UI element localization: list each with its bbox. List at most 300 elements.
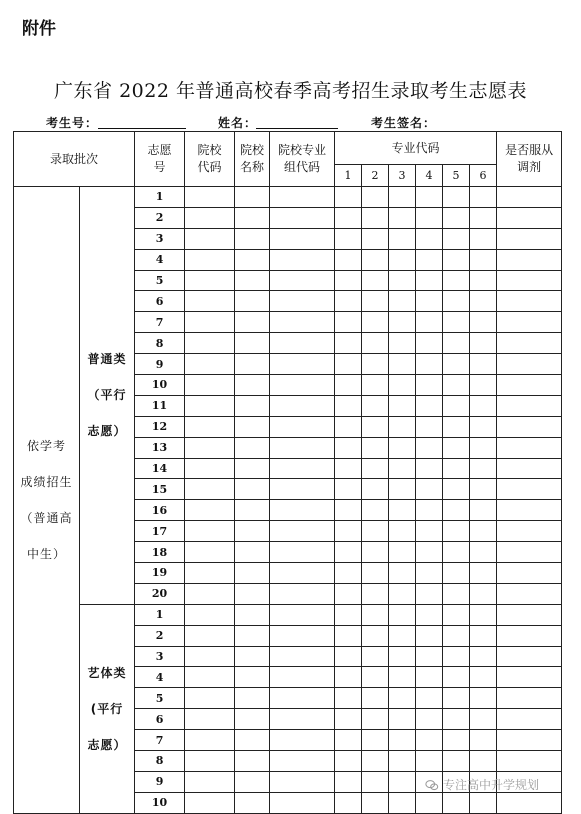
- entry-cell[interactable]: [416, 730, 443, 751]
- entry-cell[interactable]: [235, 563, 270, 584]
- entry-cell[interactable]: [416, 667, 443, 688]
- entry-cell[interactable]: [185, 730, 235, 751]
- entry-cell[interactable]: [335, 270, 362, 291]
- entry-cell[interactable]: [235, 416, 270, 437]
- entry-cell[interactable]: [270, 563, 335, 584]
- entry-cell[interactable]: [497, 709, 562, 730]
- entry-cell[interactable]: [416, 458, 443, 479]
- entry-cell[interactable]: [497, 291, 562, 312]
- entry-cell[interactable]: [335, 207, 362, 228]
- entry-cell[interactable]: [185, 771, 235, 792]
- entry-cell[interactable]: [235, 583, 270, 604]
- entry-cell[interactable]: [416, 688, 443, 709]
- entry-cell[interactable]: [235, 207, 270, 228]
- entry-cell[interactable]: [362, 563, 389, 584]
- entry-cell[interactable]: [270, 771, 335, 792]
- entry-cell[interactable]: [235, 500, 270, 521]
- entry-cell[interactable]: [497, 521, 562, 542]
- entry-cell[interactable]: [185, 792, 235, 813]
- entry-cell[interactable]: [443, 249, 470, 270]
- entry-cell[interactable]: [416, 751, 443, 772]
- entry-cell[interactable]: [497, 249, 562, 270]
- entry-cell[interactable]: [362, 354, 389, 375]
- entry-cell[interactable]: [389, 479, 416, 500]
- entry-cell[interactable]: [270, 500, 335, 521]
- entry-cell[interactable]: [362, 542, 389, 563]
- entry-cell[interactable]: [270, 709, 335, 730]
- entry-cell[interactable]: [185, 667, 235, 688]
- entry-cell[interactable]: [335, 604, 362, 625]
- entry-cell[interactable]: [389, 207, 416, 228]
- entry-cell[interactable]: [235, 228, 270, 249]
- entry-cell[interactable]: [362, 667, 389, 688]
- entry-cell[interactable]: [235, 375, 270, 396]
- entry-cell[interactable]: [497, 207, 562, 228]
- entry-cell[interactable]: [235, 479, 270, 500]
- entry-cell[interactable]: [270, 751, 335, 772]
- entry-cell[interactable]: [443, 354, 470, 375]
- entry-cell[interactable]: [443, 709, 470, 730]
- entry-cell[interactable]: [335, 563, 362, 584]
- entry-cell[interactable]: [235, 458, 270, 479]
- entry-cell[interactable]: [335, 751, 362, 772]
- entry-cell[interactable]: [443, 563, 470, 584]
- entry-cell[interactable]: [335, 333, 362, 354]
- entry-cell[interactable]: [185, 625, 235, 646]
- entry-cell[interactable]: [362, 604, 389, 625]
- entry-cell[interactable]: [416, 228, 443, 249]
- entry-cell[interactable]: [416, 709, 443, 730]
- entry-cell[interactable]: [235, 604, 270, 625]
- entry-cell[interactable]: [497, 583, 562, 604]
- entry-cell[interactable]: [185, 542, 235, 563]
- entry-cell[interactable]: [416, 312, 443, 333]
- entry-cell[interactable]: [185, 479, 235, 500]
- entry-cell[interactable]: [270, 312, 335, 333]
- batch-label-line: 依学考: [26, 438, 66, 453]
- entry-cell[interactable]: [270, 375, 335, 396]
- entry-cell[interactable]: [389, 667, 416, 688]
- entry-cell[interactable]: [470, 709, 497, 730]
- entry-cell[interactable]: [362, 458, 389, 479]
- entry-cell[interactable]: [470, 479, 497, 500]
- entry-cell[interactable]: [389, 333, 416, 354]
- entry-cell[interactable]: [362, 249, 389, 270]
- entry-cell[interactable]: [185, 187, 235, 208]
- entry-cell[interactable]: [416, 291, 443, 312]
- entry-cell[interactable]: [389, 521, 416, 542]
- entry-cell[interactable]: [416, 416, 443, 437]
- entry-cell[interactable]: [416, 583, 443, 604]
- entry-cell[interactable]: [270, 479, 335, 500]
- entry-cell[interactable]: [443, 751, 470, 772]
- entry-cell[interactable]: [497, 395, 562, 416]
- entry-cell[interactable]: [416, 395, 443, 416]
- entry-cell[interactable]: [443, 207, 470, 228]
- entry-cell[interactable]: [416, 437, 443, 458]
- entry-cell[interactable]: [362, 625, 389, 646]
- entry-cell[interactable]: [497, 792, 562, 813]
- entry-cell[interactable]: [270, 521, 335, 542]
- entry-cell[interactable]: [335, 312, 362, 333]
- entry-cell[interactable]: [235, 249, 270, 270]
- entry-cell[interactable]: [362, 771, 389, 792]
- entry-cell[interactable]: [389, 312, 416, 333]
- entry-cell[interactable]: [416, 354, 443, 375]
- entry-cell[interactable]: [443, 688, 470, 709]
- entry-cell[interactable]: [470, 688, 497, 709]
- entry-cell[interactable]: [362, 709, 389, 730]
- entry-cell[interactable]: [416, 625, 443, 646]
- entry-cell[interactable]: [443, 312, 470, 333]
- entry-cell[interactable]: [389, 604, 416, 625]
- entry-cell[interactable]: [185, 500, 235, 521]
- entry-cell[interactable]: [362, 187, 389, 208]
- entry-cell[interactable]: [270, 249, 335, 270]
- entry-cell[interactable]: [185, 437, 235, 458]
- entry-cell[interactable]: [235, 187, 270, 208]
- entry-cell[interactable]: [389, 563, 416, 584]
- entry-cell[interactable]: [362, 270, 389, 291]
- entry-cell[interactable]: [362, 291, 389, 312]
- entry-cell[interactable]: [497, 646, 562, 667]
- entry-cell[interactable]: [389, 375, 416, 396]
- entry-cell[interactable]: [185, 291, 235, 312]
- entry-cell[interactable]: [443, 542, 470, 563]
- entry-cell[interactable]: [470, 187, 497, 208]
- entry-cell[interactable]: [389, 291, 416, 312]
- entry-cell[interactable]: [362, 207, 389, 228]
- entry-cell[interactable]: [270, 792, 335, 813]
- entry-cell[interactable]: [470, 228, 497, 249]
- entry-cell[interactable]: [497, 458, 562, 479]
- entry-cell[interactable]: [470, 207, 497, 228]
- entry-cell[interactable]: [270, 395, 335, 416]
- entry-cell[interactable]: [416, 375, 443, 396]
- entry-cell[interactable]: [270, 646, 335, 667]
- entry-cell[interactable]: [443, 375, 470, 396]
- entry-cell[interactable]: [389, 354, 416, 375]
- entry-cell[interactable]: [335, 437, 362, 458]
- entry-cell[interactable]: [470, 625, 497, 646]
- entry-cell[interactable]: [443, 667, 470, 688]
- exam-no-field[interactable]: [98, 128, 186, 129]
- entry-cell[interactable]: [443, 333, 470, 354]
- entry-cell[interactable]: [185, 583, 235, 604]
- entry-cell[interactable]: [270, 583, 335, 604]
- entry-cell[interactable]: [335, 646, 362, 667]
- entry-cell[interactable]: [185, 646, 235, 667]
- entry-cell[interactable]: [235, 751, 270, 772]
- entry-cell[interactable]: [389, 646, 416, 667]
- entry-cell[interactable]: [185, 395, 235, 416]
- entry-cell[interactable]: [235, 688, 270, 709]
- entry-cell[interactable]: [443, 521, 470, 542]
- entry-cell[interactable]: [335, 583, 362, 604]
- entry-cell[interactable]: [235, 646, 270, 667]
- entry-cell[interactable]: [270, 270, 335, 291]
- entry-cell[interactable]: [416, 187, 443, 208]
- entry-cell[interactable]: [362, 312, 389, 333]
- entry-cell[interactable]: [389, 187, 416, 208]
- entry-cell[interactable]: [335, 458, 362, 479]
- entry-cell[interactable]: [443, 416, 470, 437]
- entry-cell[interactable]: [443, 291, 470, 312]
- entry-cell[interactable]: [443, 458, 470, 479]
- entry-cell[interactable]: [362, 375, 389, 396]
- entry-cell[interactable]: [362, 333, 389, 354]
- entry-cell[interactable]: [470, 333, 497, 354]
- entry-cell[interactable]: [497, 312, 562, 333]
- entry-cell[interactable]: [470, 563, 497, 584]
- entry-cell[interactable]: [497, 667, 562, 688]
- entry-cell[interactable]: [389, 270, 416, 291]
- entry-cell[interactable]: [443, 437, 470, 458]
- entry-cell[interactable]: [185, 688, 235, 709]
- entry-cell[interactable]: [389, 416, 416, 437]
- entry-cell[interactable]: [389, 792, 416, 813]
- entry-cell[interactable]: [362, 688, 389, 709]
- entry-cell[interactable]: [470, 458, 497, 479]
- entry-cell[interactable]: [185, 249, 235, 270]
- entry-cell[interactable]: [497, 730, 562, 751]
- entry-cell[interactable]: [416, 521, 443, 542]
- entry-cell[interactable]: [416, 542, 443, 563]
- entry-cell[interactable]: [389, 458, 416, 479]
- entry-cell[interactable]: [443, 500, 470, 521]
- entry-cell[interactable]: [270, 437, 335, 458]
- entry-cell[interactable]: [497, 604, 562, 625]
- entry-cell[interactable]: [362, 479, 389, 500]
- entry-cell[interactable]: [235, 667, 270, 688]
- entry-cell[interactable]: [470, 730, 497, 751]
- entry-cell[interactable]: [443, 604, 470, 625]
- entry-cell[interactable]: [185, 312, 235, 333]
- entry-cell[interactable]: [235, 437, 270, 458]
- entry-cell[interactable]: [443, 792, 470, 813]
- entry-cell[interactable]: [470, 751, 497, 772]
- entry-cell[interactable]: [443, 395, 470, 416]
- entry-cell[interactable]: [270, 291, 335, 312]
- entry-cell[interactable]: [470, 542, 497, 563]
- entry-cell[interactable]: [335, 688, 362, 709]
- entry-cell[interactable]: [235, 270, 270, 291]
- entry-cell[interactable]: [443, 625, 470, 646]
- entry-cell[interactable]: [185, 354, 235, 375]
- entry-cell[interactable]: [270, 730, 335, 751]
- entry-cell[interactable]: [270, 604, 335, 625]
- entry-cell[interactable]: [335, 291, 362, 312]
- entry-cell[interactable]: [416, 333, 443, 354]
- entry-cell[interactable]: [235, 291, 270, 312]
- entry-cell[interactable]: [270, 625, 335, 646]
- entry-cell[interactable]: [443, 270, 470, 291]
- entry-cell[interactable]: [389, 500, 416, 521]
- entry-cell[interactable]: [389, 437, 416, 458]
- entry-cell[interactable]: [335, 709, 362, 730]
- entry-cell[interactable]: [235, 625, 270, 646]
- entry-cell[interactable]: [497, 270, 562, 291]
- entry-cell[interactable]: [362, 792, 389, 813]
- entry-cell[interactable]: [470, 270, 497, 291]
- entry-cell[interactable]: [235, 730, 270, 751]
- entry-cell[interactable]: [335, 625, 362, 646]
- entry-cell[interactable]: [416, 249, 443, 270]
- entry-cell[interactable]: [389, 228, 416, 249]
- entry-cell[interactable]: [362, 730, 389, 751]
- entry-cell[interactable]: [389, 625, 416, 646]
- entry-cell[interactable]: [270, 354, 335, 375]
- entry-cell[interactable]: [335, 375, 362, 396]
- entry-cell[interactable]: [335, 187, 362, 208]
- entry-cell[interactable]: [185, 709, 235, 730]
- entry-cell[interactable]: [470, 500, 497, 521]
- entry-cell[interactable]: [335, 228, 362, 249]
- entry-cell[interactable]: [335, 667, 362, 688]
- entry-cell[interactable]: [185, 270, 235, 291]
- entry-cell[interactable]: [270, 207, 335, 228]
- entry-cell[interactable]: [235, 354, 270, 375]
- entry-cell[interactable]: [497, 500, 562, 521]
- entry-cell[interactable]: [497, 375, 562, 396]
- entry-cell[interactable]: [335, 249, 362, 270]
- entry-cell[interactable]: [389, 730, 416, 751]
- entry-cell[interactable]: [389, 709, 416, 730]
- entry-cell[interactable]: [416, 563, 443, 584]
- entry-cell[interactable]: [335, 542, 362, 563]
- entry-cell[interactable]: [235, 709, 270, 730]
- entry-cell[interactable]: [185, 458, 235, 479]
- entry-cell[interactable]: [416, 207, 443, 228]
- entry-cell[interactable]: [185, 333, 235, 354]
- entry-cell[interactable]: [389, 583, 416, 604]
- entry-cell[interactable]: [185, 521, 235, 542]
- entry-cell[interactable]: [416, 792, 443, 813]
- entry-cell[interactable]: [270, 688, 335, 709]
- entry-cell[interactable]: [362, 521, 389, 542]
- entry-cell[interactable]: [497, 437, 562, 458]
- entry-cell[interactable]: [497, 354, 562, 375]
- entry-cell[interactable]: [270, 458, 335, 479]
- entry-cell[interactable]: [335, 771, 362, 792]
- entry-cell[interactable]: [270, 333, 335, 354]
- entry-cell[interactable]: [497, 479, 562, 500]
- entry-cell[interactable]: [185, 207, 235, 228]
- entry-cell[interactable]: [443, 187, 470, 208]
- entry-cell[interactable]: [389, 771, 416, 792]
- entry-cell[interactable]: [470, 312, 497, 333]
- entry-cell[interactable]: [470, 375, 497, 396]
- entry-cell[interactable]: [497, 751, 562, 772]
- entry-cell[interactable]: [335, 730, 362, 751]
- entry-cell[interactable]: [235, 312, 270, 333]
- entry-cell[interactable]: [470, 667, 497, 688]
- entry-cell[interactable]: [416, 604, 443, 625]
- entry-cell[interactable]: [497, 228, 562, 249]
- entry-cell[interactable]: [497, 688, 562, 709]
- entry-cell[interactable]: [416, 270, 443, 291]
- entry-cell[interactable]: [470, 604, 497, 625]
- entry-cell[interactable]: [185, 604, 235, 625]
- entry-cell[interactable]: [470, 416, 497, 437]
- entry-cell[interactable]: [389, 542, 416, 563]
- entry-cell[interactable]: [185, 563, 235, 584]
- entry-cell[interactable]: [362, 416, 389, 437]
- entry-cell[interactable]: [443, 583, 470, 604]
- entry-cell[interactable]: [497, 333, 562, 354]
- entry-cell[interactable]: [497, 625, 562, 646]
- entry-cell[interactable]: [470, 249, 497, 270]
- entry-cell[interactable]: [389, 395, 416, 416]
- entry-cell[interactable]: [235, 521, 270, 542]
- entry-cell[interactable]: [335, 792, 362, 813]
- entry-cell[interactable]: [443, 730, 470, 751]
- entry-cell[interactable]: [497, 542, 562, 563]
- entry-cell[interactable]: [335, 500, 362, 521]
- name-field[interactable]: [256, 128, 338, 129]
- entry-cell[interactable]: [470, 291, 497, 312]
- entry-cell[interactable]: [362, 646, 389, 667]
- entry-cell[interactable]: [470, 521, 497, 542]
- entry-cell[interactable]: [470, 583, 497, 604]
- entry-cell[interactable]: [416, 500, 443, 521]
- entry-cell[interactable]: [335, 521, 362, 542]
- entry-cell[interactable]: [470, 354, 497, 375]
- entry-cell[interactable]: [270, 542, 335, 563]
- entry-cell[interactable]: [497, 187, 562, 208]
- entry-cell[interactable]: [470, 395, 497, 416]
- entry-cell[interactable]: [335, 395, 362, 416]
- entry-cell[interactable]: [185, 751, 235, 772]
- entry-cell[interactable]: [443, 646, 470, 667]
- entry-cell[interactable]: [270, 667, 335, 688]
- entry-cell[interactable]: [470, 437, 497, 458]
- entry-cell[interactable]: [335, 479, 362, 500]
- entry-cell[interactable]: [470, 646, 497, 667]
- entry-cell[interactable]: [185, 416, 235, 437]
- entry-cell[interactable]: [235, 395, 270, 416]
- entry-cell[interactable]: [497, 563, 562, 584]
- entry-cell[interactable]: [362, 583, 389, 604]
- entry-cell[interactable]: [416, 646, 443, 667]
- entry-cell[interactable]: [362, 500, 389, 521]
- entry-cell[interactable]: [270, 228, 335, 249]
- entry-cell[interactable]: [185, 228, 235, 249]
- entry-cell[interactable]: [362, 751, 389, 772]
- entry-cell[interactable]: [443, 479, 470, 500]
- entry-cell[interactable]: [270, 416, 335, 437]
- entry-cell[interactable]: [235, 542, 270, 563]
- entry-cell[interactable]: [470, 792, 497, 813]
- entry-cell[interactable]: [362, 395, 389, 416]
- entry-cell[interactable]: [335, 416, 362, 437]
- entry-cell[interactable]: [235, 333, 270, 354]
- entry-cell[interactable]: [362, 437, 389, 458]
- entry-cell[interactable]: [185, 375, 235, 396]
- entry-cell[interactable]: [389, 751, 416, 772]
- entry-cell[interactable]: [335, 354, 362, 375]
- entry-cell[interactable]: [362, 228, 389, 249]
- entry-cell[interactable]: [389, 688, 416, 709]
- entry-cell[interactable]: [235, 771, 270, 792]
- entry-cell[interactable]: [389, 249, 416, 270]
- entry-cell[interactable]: [270, 187, 335, 208]
- entry-cell[interactable]: [497, 416, 562, 437]
- entry-cell[interactable]: [443, 228, 470, 249]
- choice-number: 13: [135, 437, 185, 458]
- entry-cell[interactable]: [235, 792, 270, 813]
- entry-cell[interactable]: [416, 479, 443, 500]
